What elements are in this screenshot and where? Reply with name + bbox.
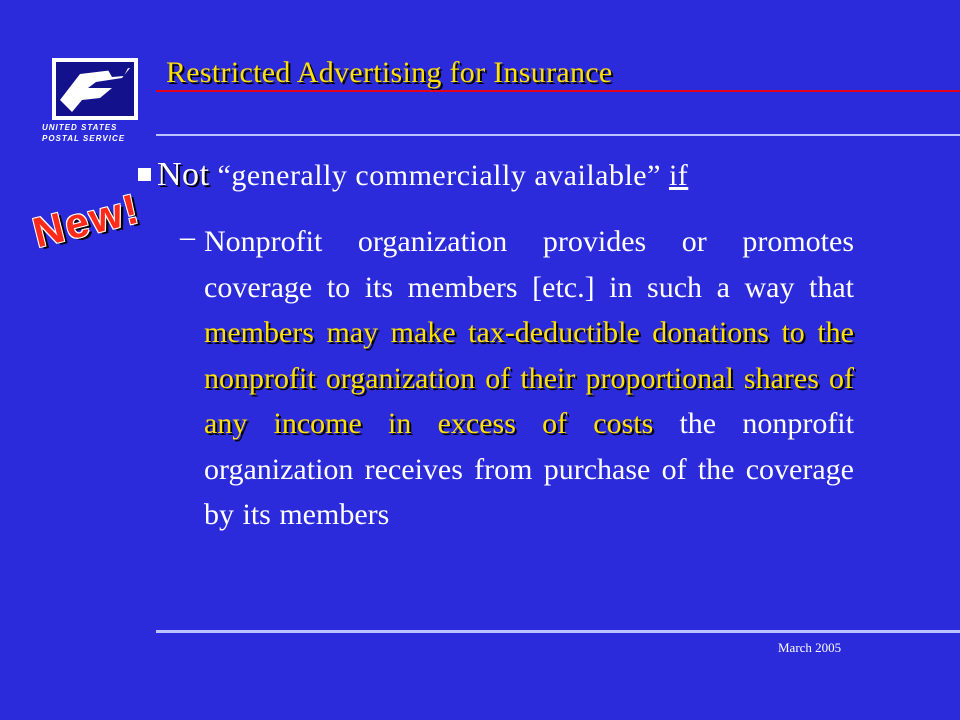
bottom-divider [156, 630, 960, 633]
usps-logo [36, 58, 148, 150]
logo-line-1: UNITED STATES [42, 123, 118, 132]
sub-bullet-dash: – [180, 220, 195, 253]
new-badge: New! [28, 184, 145, 257]
bullet-text: “generally commercially available” [217, 159, 661, 192]
logo-text [42, 122, 152, 144]
title-underline [156, 90, 960, 92]
usps-eagle-icon [52, 58, 138, 120]
footer-date: March 2005 [778, 640, 842, 655]
main-bullet [138, 156, 688, 194]
sub-text-highlight: members may make tax-deductible donations to the nonprofit organization of their proportional shares of any income in excess of costs [204, 316, 854, 440]
sub-text-tail: the nonprofit organization receives from purchase of the coverage by its members [204, 407, 854, 531]
slide-title: Restricted Advertising for Insurance [166, 56, 613, 89]
bullet-condition: if [668, 159, 689, 192]
top-divider [156, 134, 960, 136]
logo-line-2: POSTAL SERVICE [42, 134, 126, 143]
sub-bullet-text [204, 219, 854, 538]
bullet-keyword: Not [157, 156, 210, 193]
sub-text-lead: Nonprofit organization provides or promotes coverage to its members [etc.] in such a way that [204, 225, 854, 304]
square-bullet-icon [138, 168, 151, 181]
